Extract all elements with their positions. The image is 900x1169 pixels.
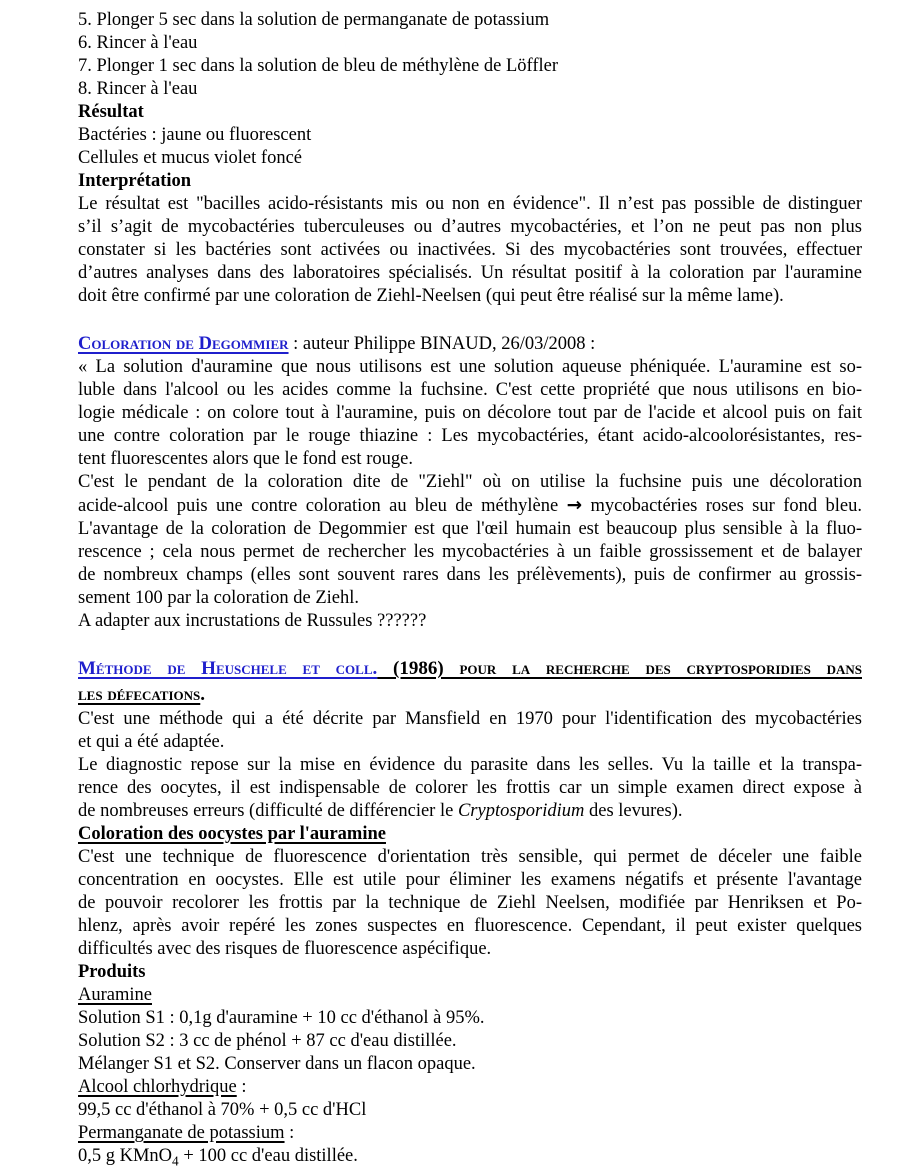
paragraph-line: L'avantage de la coloration de Degommier est que l'œil humain est beaucoup plus sensible à la fluo-	[78, 519, 862, 539]
formula-text: 0,5 g KMnO	[78, 1146, 173, 1166]
degommier-heading	[78, 333, 862, 356]
paragraph-line: s’il s’agit de mycobactéries tuberculeuses ou d’autres mycobactéries, et l’on ne peut pas non plus	[78, 217, 862, 237]
paragraph-line: une contre coloration par le rouge thiazine : Les mycobactéries, étant acido-alcoolorésistantes, res-	[78, 426, 862, 446]
heuschele-heading-line1	[78, 656, 862, 682]
paragraph-line	[78, 494, 862, 518]
product-recipe-line	[78, 1145, 862, 1168]
product-recipe-line: Solution S2 : 3 cc de phénol + 87 cc d'eau distillée.	[78, 1031, 457, 1051]
paragraph-line: Le diagnostic repose sur la mise en évidence du parasite dans les selles. Vu la taille et la transpa-	[78, 755, 862, 775]
paragraph-line: hlenz, après avoir repéré les zones suspectes en fluorescence. Cependant, il peut exister quelques	[78, 916, 862, 936]
right-arrow-icon: →	[566, 495, 583, 516]
result-line: Cellules et mucus violet foncé	[78, 148, 302, 168]
subsection-heading-oocystes	[78, 823, 862, 846]
paragraph-line	[78, 800, 862, 823]
paragraph-line: tent fluorescentes alors que le fond est rouge.	[78, 449, 413, 469]
paragraph-line: difficultés avec des risques de fluorescence aspécifique.	[78, 939, 492, 959]
paragraph-text: de nombreuses erreurs (difficulté de différencier le	[78, 801, 458, 821]
heuschele-heading-period: .	[200, 684, 206, 705]
paragraph-text: des levures).	[584, 801, 683, 821]
document-body	[78, 9, 862, 1168]
procedure-step: 5. Plonger 5 sec dans la solution de permanganate de potassium	[78, 10, 550, 30]
section-heuschele	[78, 656, 862, 1168]
section-heading-produits: Produits	[78, 962, 146, 982]
formula-subscript: 4	[172, 1153, 179, 1169]
degommier-heading-suffix: : auteur Philippe BINAUD, 26/03/2008 :	[288, 334, 596, 354]
paragraph-text: acide-alcool puis une contre coloration au bleu de méthylène	[78, 496, 567, 516]
paragraph-line: d’autres analyses dans des laboratoires spécialisés. Un résultat positif à la coloration par l'auramine	[78, 263, 862, 283]
degommier-heading-link[interactable]: Coloration de Degommier	[78, 334, 289, 354]
paragraph-line: de pouvoir recolorer les frottis par la technique de Ziehl Neelsen, modifiée par Henriksen et Po-	[78, 893, 862, 913]
procedure-step: 8. Rincer à l'eau	[78, 79, 198, 99]
paragraph-line: logie médicale : on colore tout à l'auramine, puis on décolore tout par de l'acide et alcool puis on fait	[78, 403, 862, 423]
procedure-step: 7. Plonger 1 sec dans la solution de bleu de méthylène de Löffler	[78, 56, 559, 76]
result-line: Bactéries : jaune ou fluorescent	[78, 125, 312, 145]
product-label-auramine	[78, 984, 862, 1007]
label-colon: :	[284, 1123, 295, 1143]
section-heading-resultat: Résultat	[78, 102, 144, 122]
paragraph-line: concentration en oocystes. Elle est utile pour éliminer les examens négatifs et présente l'avantage	[78, 870, 862, 890]
paragraph-line: constater si les bactéries sont activées ou inactivées. Si des mycobactéries sont trouvées, effectuer	[78, 240, 862, 260]
section-degommier	[78, 333, 862, 633]
paragraph-line: C'est le pendant de la coloration dite de "Ziehl" où on utilise la fuchsine puis une décoloration	[78, 472, 862, 492]
paragraph-line: sement 100 par la coloration de Ziehl.	[78, 588, 360, 608]
heuschele-heading-line2-text: les défecations	[78, 684, 201, 705]
label-colon: :	[236, 1077, 247, 1097]
paragraph-line: « La solution d'auramine que nous utilisons est une solution aqueuse phéniquée. L'auramine est so-	[78, 357, 862, 377]
product-label-alcool	[78, 1076, 862, 1099]
paragraph-line: Le résultat est "bacilles acido-résistants mis ou non en évidence". Il n’est pas possible de distinguer	[78, 194, 862, 214]
paragraph-line: et qui a été adaptée.	[78, 732, 225, 752]
product-recipe-line: Solution S1 : 0,1g d'auramine + 10 cc d'éthanol à 95%.	[78, 1008, 485, 1028]
paragraph-text: mycobactéries roses sur fond bleu.	[582, 496, 862, 516]
oocystes-heading-text: Coloration des oocystes par l'auramine	[78, 824, 386, 844]
heuschele-heading-line2	[78, 682, 862, 708]
paragraph-line: C'est une technique de fluorescence d'orientation très sensible, qui permet de déceler une faible	[78, 847, 862, 867]
paragraph-line: doit être confirmé par une coloration de Ziehl-Neelsen (qui peut être réalisé sur la même lame).	[78, 286, 784, 306]
product-label-permanganate	[78, 1122, 862, 1145]
paragraph-line: C'est une méthode qui a été décrite par Mansfield en 1970 pour l'identification des mycobactéries	[78, 709, 862, 729]
product-label-text: Permanganate de potassium	[78, 1123, 285, 1143]
product-recipe-line: Mélanger S1 et S2. Conserver dans un flacon opaque.	[78, 1054, 476, 1074]
formula-text: + 100 cc d'eau distillée.	[178, 1146, 358, 1166]
heuschele-heading-link[interactable]: Méthode de Heuschele et coll.	[78, 658, 378, 679]
species-name-italic: Cryptosporidium	[457, 801, 585, 821]
paragraph-line: rence des oocytes, il est indispensable de colorer les frottis car un simple examen direct expose à	[78, 778, 862, 798]
paragraph-line: de nombreux champs (elles sont souvent rares dans les prélèvements), puis de confirmer au grossis-	[78, 565, 862, 585]
procedure-step: 6. Rincer à l'eau	[78, 33, 198, 53]
paragraph-line: luble dans l'alcool ou les acides comme la fuchsine. C'est cette propriété que nous utilisons en bio-	[78, 380, 862, 400]
product-recipe-line: 99,5 cc d'éthanol à 70% + 0,5 cc d'HCl	[78, 1100, 367, 1120]
paragraph-line: rescence ; cela nous permet de rechercher les mycobactéries à un faible grossissement et de balayer	[78, 542, 862, 562]
product-label-text: Auramine	[78, 985, 152, 1005]
product-label-text: Alcool chlorhydrique	[78, 1077, 237, 1097]
heuschele-heading-rest: (1986) pour la recherche des cryptosporidies dans	[377, 658, 862, 679]
note-line: A adapter aux incrustations de Russules ??????	[78, 611, 427, 631]
section-heading-interpretation: Interprétation	[78, 171, 192, 191]
